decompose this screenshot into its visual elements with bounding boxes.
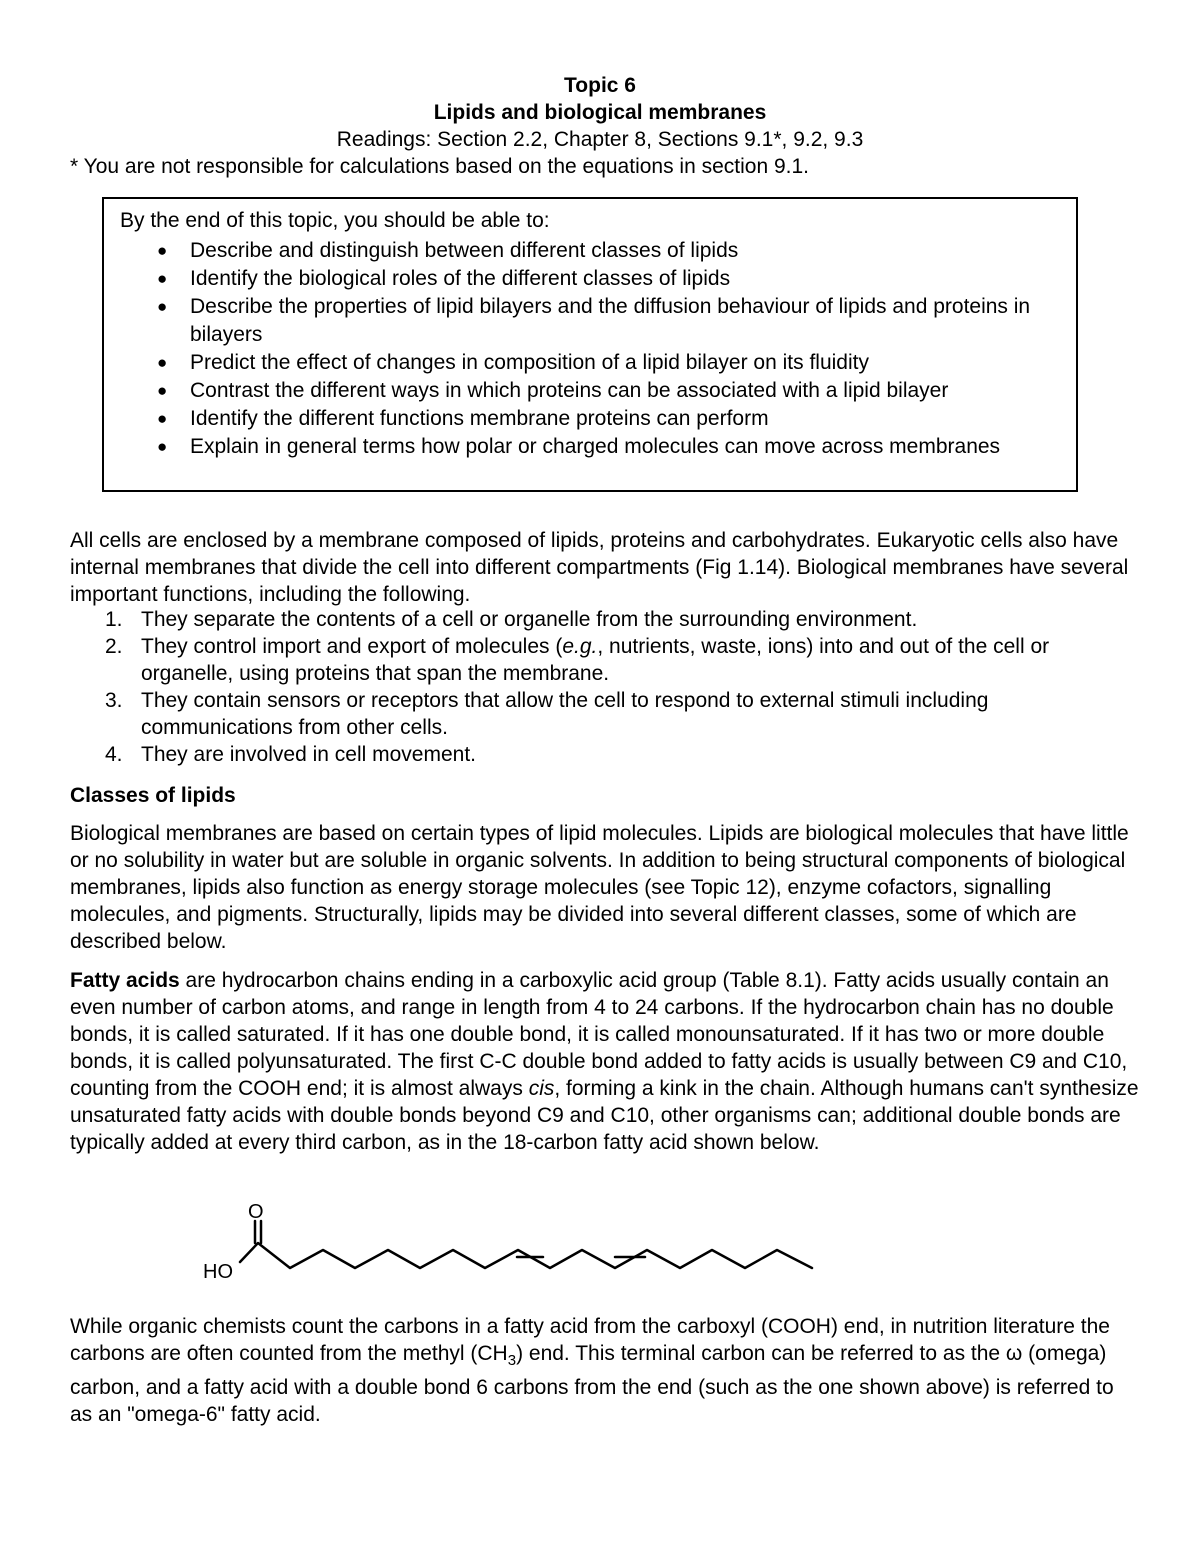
calculation-note: * You are not responsible for calculations based on the equations in section 9.1. [70,155,810,178]
classes-paragraph: Biological membranes are based on certain types of lipid molecules. Lipids are biological molecules that have little or no solubility in water but are soluble in organic solvents. In addition to being structural components of biological membranes, lipids also function as energy storage molecules (see Topic 12), enzyme cofactors, signalling molecules, and pigments. Structurally, lipids may be divided into several different classes, some of which are described below. [70,822,1129,953]
objective-item: ● Predict the effect of changes in composition of a lipid bilayer on its fluidity [190,349,1060,377]
fatty-acids-paragraph: Fatty acids are hydrocarbon chains ending in a carboxylic acid group (Table 8.1). Fatty acids usually contain an even number of carbon atoms, and range in length from 4 to 24 carbons. If the hydrocarbon chain has no double bonds, it is called saturated. If it has one double bond, it is called monounsaturated. If it has two or more double bonds, it is called polyunsaturated. The first C-C double bond added to fatty acids is usually between C9 and C10, counting from the COOH end; it is almost always cis, forming a kink in the chain. Although humans can't synthesize unsaturated fatty acids with double bonds beyond C9 and C10, other organisms can; additional double bonds are typically added at every third carbon, as in the 18-carbon fatty acid shown below. [70,969,1139,1154]
bullet-icon: ● [157,269,168,288]
bullet-icon: ● [157,437,168,456]
function-item: 4. They are involved in cell movement. [105,743,476,766]
topic-number: Topic 6 [564,74,636,97]
objectives-list [157,237,1060,461]
bullet-icon: ● [157,297,168,316]
omega-paragraph: While organic chemists count the carbons in a fatty acid from the carboxyl (COOH) end, in nutrition literature the carbons are often counted from the methyl $(CH_3)$ end. This terminal carbon can be referred to as the ω (omega) carbon, and a fatty acid with a double bond 6 carbons from the end (such as the one shown above) is referred to as an "omega-6" fatty acid. [70,1315,1114,1427]
function-item: 3. They contain sensors or receptors that allow the cell to respond to external stimuli including communications from other cells. [105,689,989,739]
objective-item: ● Contrast the different ways in which proteins can be associated with a lipid bilayer [190,377,1060,405]
objective-item: ● Describe the properties of lipid bilayers and the diffusion behaviour of lipids and proteins in bilayers [157,295,1031,346]
objective-item: ● Identify the biological roles of the different classes of lipids [190,265,1060,293]
function-item: 2. They control import and export of molecules (e.g., nutrients, waste, ions) into and out of the cell or organelle, using proteins that span the membrane. [105,635,1050,685]
objective-item: ● Identify the different functions membrane proteins can perform [190,405,1060,433]
page-title: Lipids and biological membranes [433,101,767,124]
bullet-icon: ● [157,381,168,400]
oxygen-label: O [248,1201,264,1223]
hydroxyl-label: HO [203,1261,233,1283]
objective-item: ● Explain in general terms how polar or charged molecules can move across membranes [190,433,1060,461]
objective-item: ● Describe and distinguish between different classes of lipids [190,237,1060,265]
function-item: 1. They separate the contents of a cell or organelle from the surrounding environment. [105,608,918,631]
objectives-intro: By the end of this topic, you should be able to: [120,209,550,232]
intro-paragraph: All cells are enclosed by a membrane composed of lipids, proteins and carbohydrates. Eukaryotic cells also have internal membranes that divide the cell into different compartments (Fig 1.14). Biological membranes have several important functions, including the following. [70,529,1129,606]
bullet-icon: ● [157,241,168,260]
bullet-icon: ● [157,409,168,428]
readings-line: Readings: Section 2.2, Chapter 8, Sections 9.1*, 9.2, 9.3 [336,128,864,151]
bullet-icon: ● [157,353,168,372]
term-fatty-acids: Fatty acids [70,969,180,992]
learning-objectives-box [102,197,1078,492]
section-heading: Classes of lipids [70,784,236,807]
topic-header [0,72,1200,153]
membrane-functions-list [70,606,1140,768]
carbon-chain [240,1243,812,1268]
fatty-acid-structure [195,1200,825,1290]
